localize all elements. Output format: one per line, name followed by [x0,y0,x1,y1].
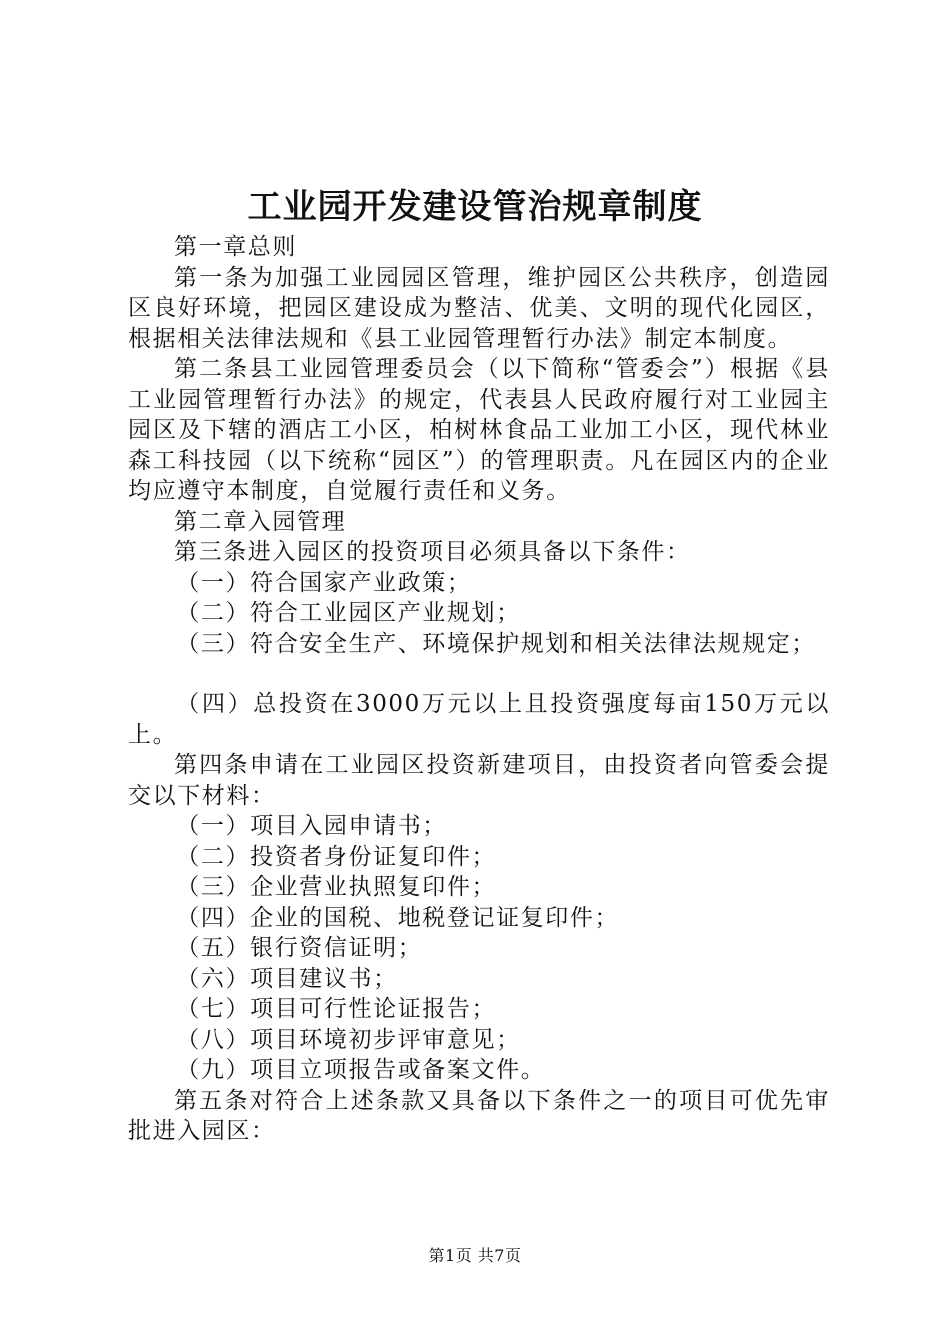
article-paragraph: 第四条申请在工业园区投资新建项目，由投资者向管委会提交以下材料： [128,752,830,809]
chapter-heading: 第二章入园管理 [174,508,347,535]
list-item: （五）银行资信证明； [176,935,423,961]
article-paragraph: 第五条对符合上述条款又具备以下条件之一的项目可优先审批进入园区： [128,1087,830,1144]
list-item: （一）符合国家产业政策； [176,569,472,596]
article-paragraph: 第三条进入园区的投资项目必须具备以下条件： [174,539,691,565]
list-item: （一）项目入园申请书； [176,813,447,839]
article-paragraph: 第一条为加强工业园园区管理，维护园区公共秩序，创造园区良好环境，把园区建设成为整洁、优美、文明的现代化园区，根据相关法律法规和《县工业园管理暂行办法》制定本制度。 [128,264,830,352]
list-item: （七）项目可行性论证报告； [176,996,497,1022]
list-item: （三）企业营业执照复印件； [176,874,497,900]
list-item: （二）投资者身份证复印件； [176,843,497,870]
list-item: （四）总投资在3000万元以上且投资强度每亩150万元以上。 [128,691,830,748]
document-body [128,232,830,1147]
article-paragraph: 第二条县工业园管理委员会（以下简称“管委会”）根据《县工业园管理暂行办法》的规定，代表县人民政府履行对工业园主园区及下辖的酒店工小区，柏树林食品工业加工小区，现代林业森工科技园（以下统称“园区”）的管理职责。凡在园区内的企业均应遵守本制度，自觉履行责任和义务。 [128,356,830,504]
list-item: （二）符合工业园区产业规划； [176,600,521,626]
list-item: （九）项目立项报告或备案文件。 [176,1057,546,1083]
page-footer: 第1页 共7页 [428,1246,522,1265]
list-item: （八）项目环境初步评审意见； [176,1026,521,1053]
list-item: （三）符合安全生产、环境保护规划和相关法律法规规定； [176,630,816,657]
list-item: （六）项目建议书； [176,965,398,992]
chapter-heading: 第一章总则 [174,234,297,260]
document-title: 工业园开发建设管治规章制度 [247,187,703,227]
list-item: （四）企业的国税、地税登记证复印件； [176,904,620,931]
